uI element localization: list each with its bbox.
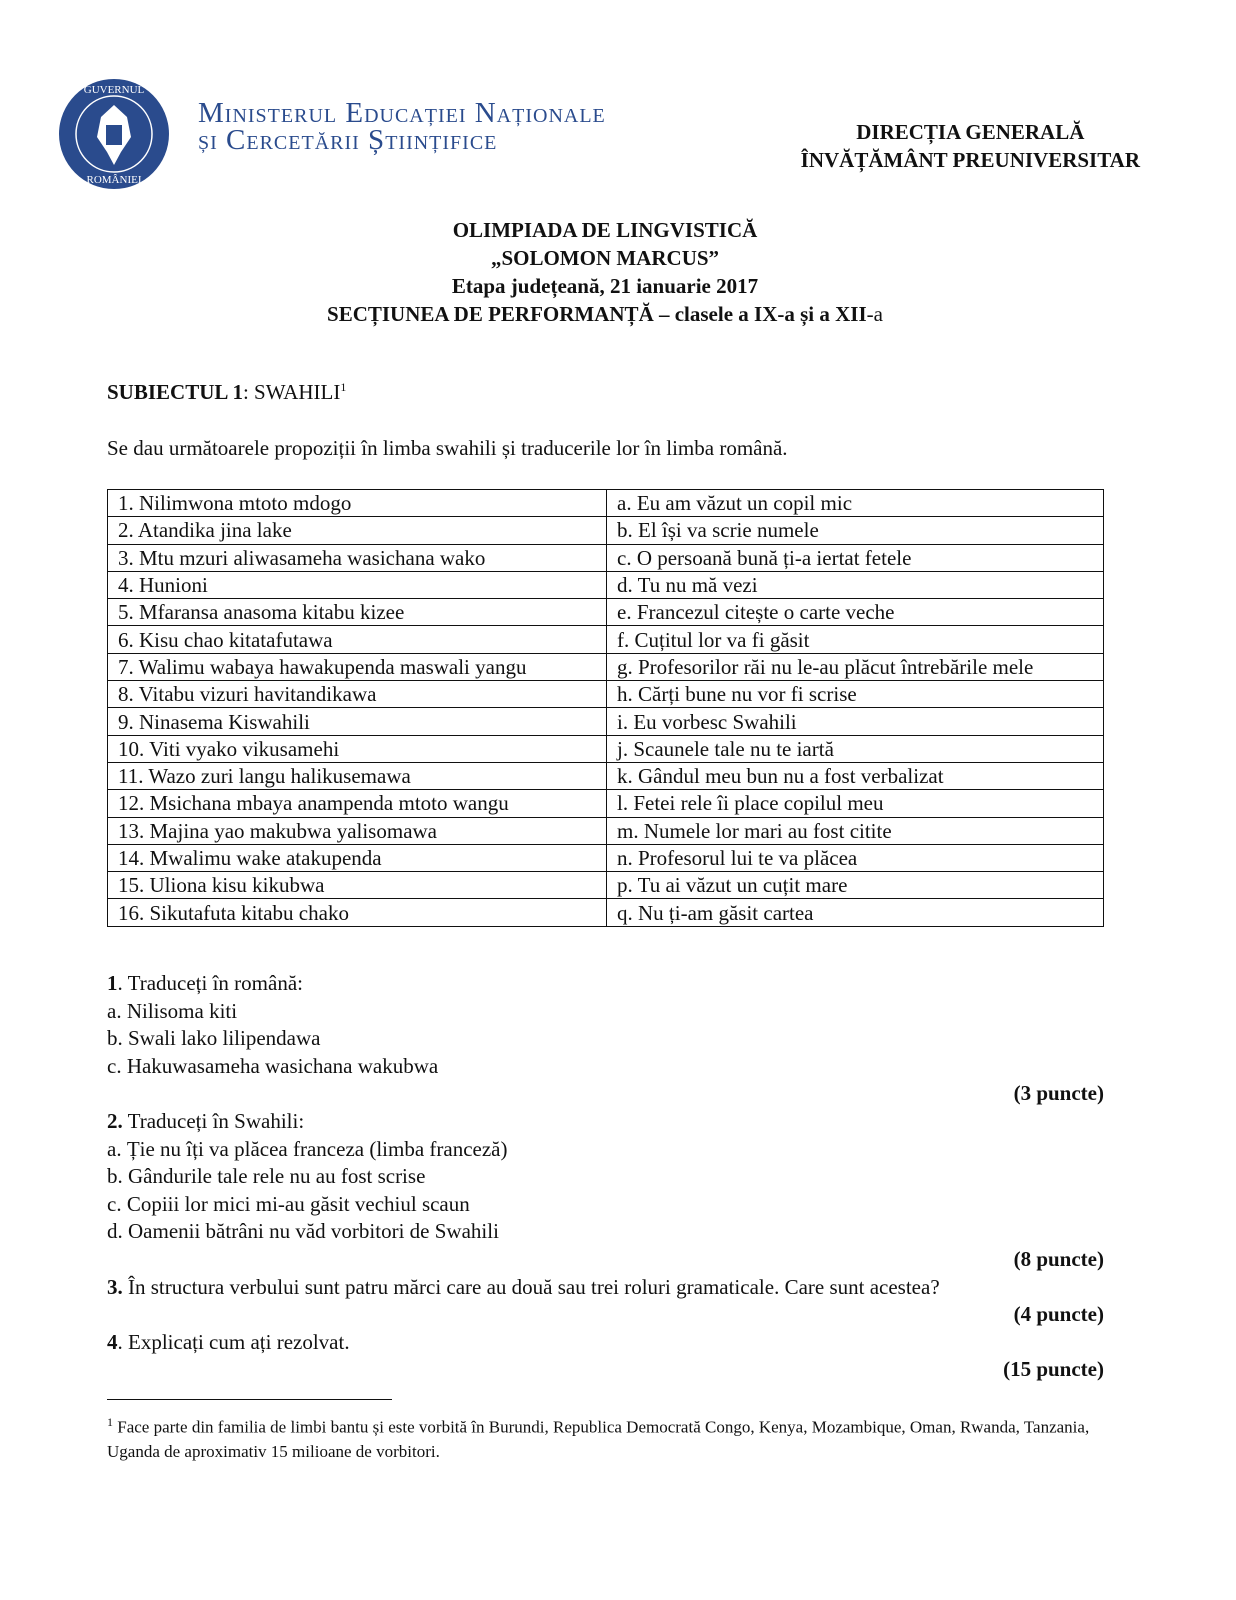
question-item: a. Ție nu îți va plăcea franceza (limba franceză) xyxy=(107,1136,508,1161)
question-item: c. Copiii lor mici mi-au găsit vechiul scaun xyxy=(107,1191,470,1216)
footnote-mark: 1 xyxy=(107,1415,113,1429)
table-row xyxy=(108,653,1104,680)
footnote-text: Face parte din familia de limbi bantu și este vorbită în Burundi, Republica Democrată Congo, Kenya, Mozambique, Oman, Rwanda, Tanzania, Uganda de aproximativ 15 milioane de vorbitori. xyxy=(107,1417,1090,1461)
swahili-cell: 3. Mtu mzuri aliwasameha wasichana wako xyxy=(108,544,607,571)
romanian-cell: e. Francezul citește o carte veche xyxy=(607,599,1104,626)
question-2 xyxy=(107,1108,1104,1136)
questions xyxy=(107,970,1104,1384)
points: (4 puncte) xyxy=(1013,1302,1104,1327)
points: (15 puncte) xyxy=(1003,1357,1104,1382)
intro-text: Se dau următoarele propoziții în limba swahili și traducerile lor în limba română. xyxy=(107,436,788,460)
government-seal-logo xyxy=(57,77,171,191)
romanian-cell: f. Cuțitul lor va fi găsit xyxy=(607,626,1104,653)
points: (8 puncte) xyxy=(1013,1246,1104,1271)
table-row xyxy=(108,544,1104,571)
direction-line-1: DIRECȚIA GENERALĂ xyxy=(856,120,1085,144)
question-text: În structura verbului sunt patru mărci care au două sau trei roluri gramaticale. Care sunt acestea? xyxy=(122,1274,940,1299)
table-row xyxy=(108,490,1104,517)
swahili-cell: 16. Sikutafuta kitabu chako xyxy=(108,899,607,926)
table-row xyxy=(108,790,1104,817)
title-line-3: Etapa județeană, 21 ianuarie 2017 xyxy=(451,274,759,298)
ministry-line-2: și Cercetării Științifice xyxy=(198,124,498,156)
romanian-cell: g. Profesorilor răi nu le-au plăcut întrebările mele xyxy=(607,653,1104,680)
question-item: b. Swali lako lilipendawa xyxy=(107,1026,321,1051)
swahili-cell: 6. Kisu chao kitatafutawa xyxy=(108,626,607,653)
table-row xyxy=(108,571,1104,598)
question-number: 1 xyxy=(107,971,118,995)
title-line-2: „SOLOMON MARCUS” xyxy=(490,246,720,270)
swahili-cell: 10. Viti vyako vikusamehi xyxy=(108,735,607,762)
question-1 xyxy=(107,970,1104,998)
romanian-cell: d. Tu nu mă vezi xyxy=(607,571,1104,598)
swahili-cell: 12. Msichana mbaya anampenda mtoto wangu xyxy=(108,790,607,817)
romanian-cell: j. Scaunele tale nu te iartă xyxy=(607,735,1104,762)
title-line-1: OLIMPIADA DE LINGVISTICĂ xyxy=(452,218,758,242)
swahili-cell: 9. Ninasema Kiswahili xyxy=(108,708,607,735)
swahili-cell: 15. Uliona kisu kikubwa xyxy=(108,872,607,899)
question-number: 4 xyxy=(107,1329,118,1354)
section-name: SECȚIUNEA DE PERFORMANȚĂ – clasele a IX-a și a XII xyxy=(327,302,867,326)
table-row xyxy=(108,626,1104,653)
direction-line-2: ÎNVĂȚĂMÂNT PREUNIVERSITAR xyxy=(800,148,1140,172)
romanian-cell: n. Profesorul lui te va plăcea xyxy=(607,844,1104,871)
title-line-4 xyxy=(0,300,1210,328)
question-item: a. Nilisoma kiti xyxy=(107,998,238,1023)
table-row xyxy=(108,899,1104,926)
romanian-cell: k. Gândul meu bun nu a fost verbalizat xyxy=(607,762,1104,789)
question-text: Traduceți în Swahili: xyxy=(122,1108,305,1133)
question-item: b. Gândurile tale rele nu au fost scrise xyxy=(107,1164,426,1189)
svg-text:GUVERNUL: GUVERNUL xyxy=(83,84,145,96)
table-row xyxy=(108,599,1104,626)
subject-name: : SWAHILI xyxy=(242,380,341,404)
swahili-cell: 7. Walimu wabaya hawakupenda maswali yangu xyxy=(108,653,607,680)
subject-label: SUBIECTUL 1 xyxy=(107,380,243,404)
table-row xyxy=(108,517,1104,544)
table-row xyxy=(108,844,1104,871)
question-4 xyxy=(107,1329,1104,1357)
romanian-cell: m. Numele lor mari au fost citite xyxy=(607,817,1104,844)
sentence-table xyxy=(107,489,1104,927)
question-item: c. Hakuwasameha wasichana wakubwa xyxy=(107,1053,439,1078)
subject-heading xyxy=(107,380,346,405)
romanian-cell: c. O persoană bună ți-a iertat fetele xyxy=(607,544,1104,571)
swahili-cell: 5. Mfaransa anasoma kitabu kizee xyxy=(108,599,607,626)
romanian-cell: b. El își va scrie numele xyxy=(607,517,1104,544)
romanian-cell: p. Tu ai văzut un cuțit mare xyxy=(607,872,1104,899)
question-number: 2. xyxy=(107,1108,123,1133)
swahili-cell: 13. Majina yao makubwa yalisomawa xyxy=(108,817,607,844)
table-row xyxy=(108,681,1104,708)
ministry-name xyxy=(198,97,606,156)
question-3 xyxy=(107,1274,1104,1302)
table-row xyxy=(108,735,1104,762)
romanian-cell: l. Fetei rele îi place copilul meu xyxy=(607,790,1104,817)
direction-header xyxy=(801,118,1140,174)
table-row xyxy=(108,817,1104,844)
question-text: . Traduceți în română: xyxy=(117,971,303,995)
table-row xyxy=(108,708,1104,735)
swahili-cell: 4. Hunioni xyxy=(108,571,607,598)
section-suffix: -a xyxy=(866,302,883,326)
ministry-line-1: Ministerul Educației Naționale xyxy=(198,97,606,129)
footnote-divider xyxy=(107,1399,392,1400)
document-title xyxy=(0,216,1210,328)
romanian-cell: h. Cărți bune nu vor fi scrise xyxy=(607,681,1104,708)
table-row xyxy=(108,762,1104,789)
swahili-cell: 2. Atandika jina lake xyxy=(108,517,607,544)
points: (3 puncte) xyxy=(1013,1081,1104,1106)
swahili-cell: 1. Nilimwona mtoto mdogo xyxy=(108,490,607,517)
swahili-cell: 14. Mwalimu wake atakupenda xyxy=(108,844,607,871)
svg-text:ROMÂNIEI: ROMÂNIEI xyxy=(86,174,142,186)
question-text: . Explicați cum ați rezolvat. xyxy=(117,1329,350,1354)
table-row xyxy=(108,872,1104,899)
romanian-cell: q. Nu ți-am găsit cartea xyxy=(607,899,1104,926)
footnote-ref: 1 xyxy=(340,380,347,394)
romanian-cell: a. Eu am văzut un copil mic xyxy=(607,490,1104,517)
swahili-cell: 8. Vitabu vizuri havitandikawa xyxy=(108,681,607,708)
question-item: d. Oamenii bătrâni nu văd vorbitori de Swahili xyxy=(107,1219,499,1244)
footnote xyxy=(107,1410,1107,1464)
question-number: 3. xyxy=(107,1274,123,1299)
swahili-cell: 11. Wazo zuri langu halikusemawa xyxy=(108,762,607,789)
romanian-cell: i. Eu vorbesc Swahili xyxy=(607,708,1104,735)
